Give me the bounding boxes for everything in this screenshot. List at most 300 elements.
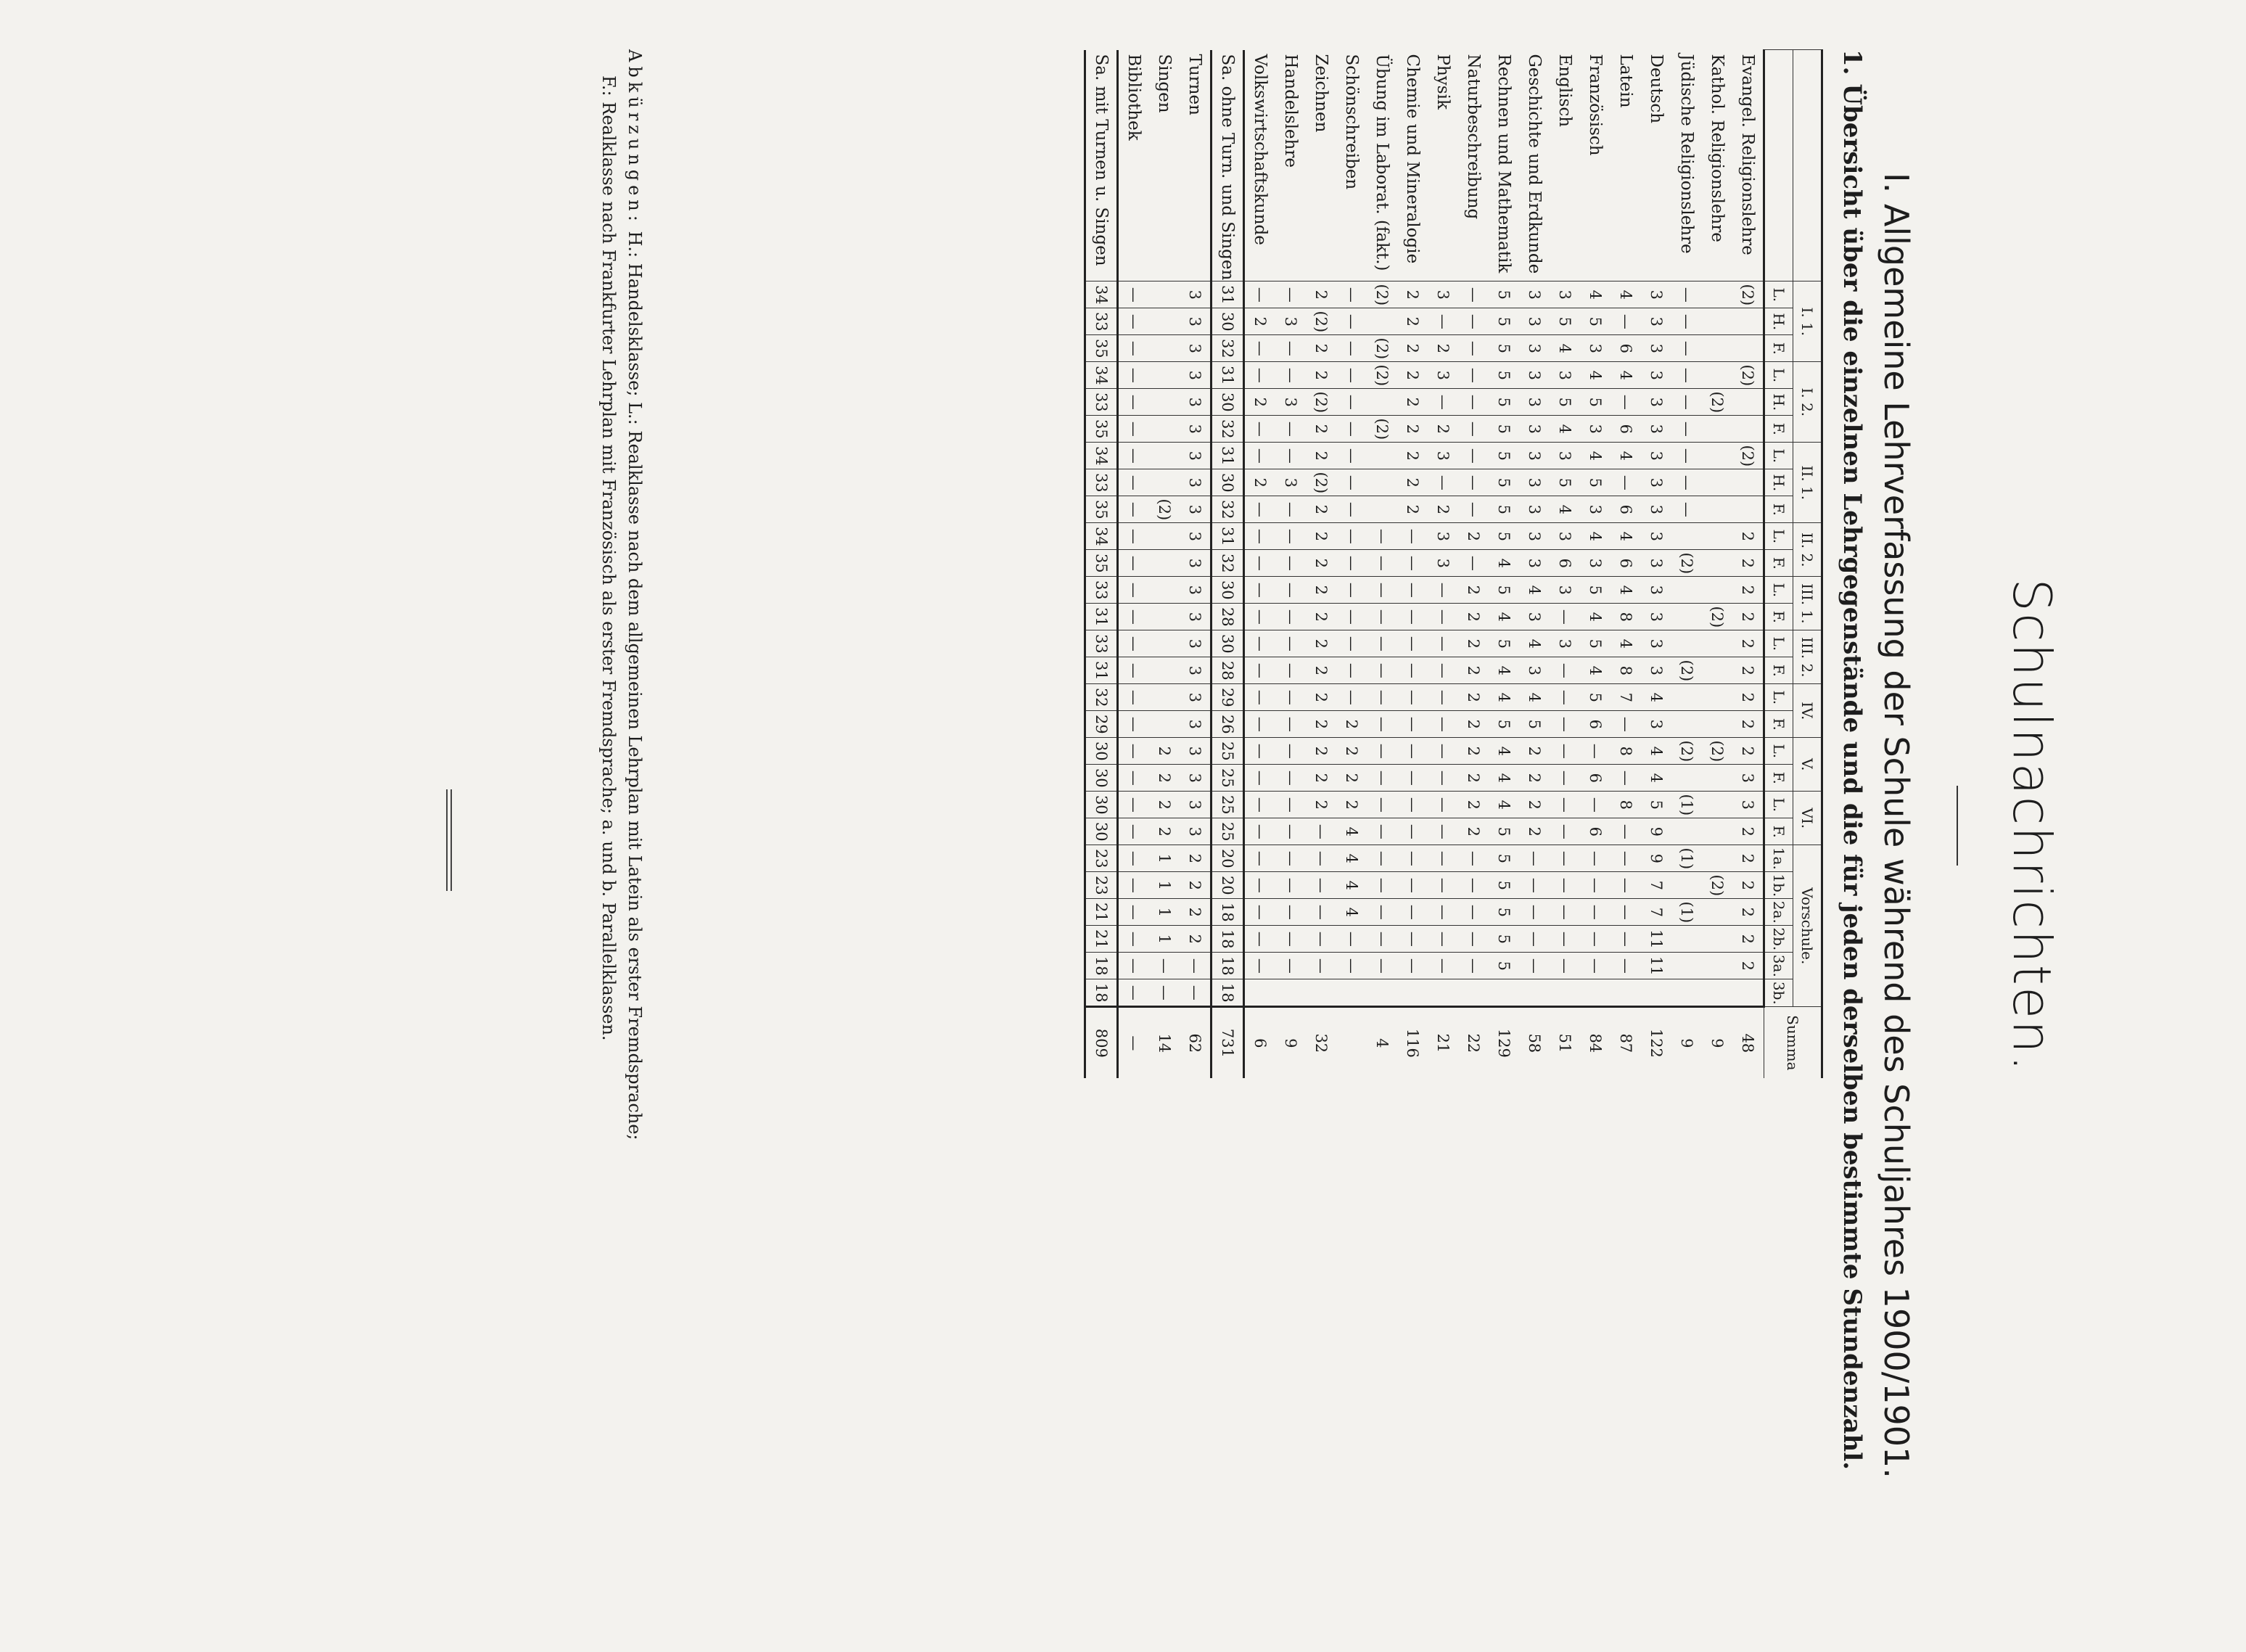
table-cell: 3: [1275, 308, 1306, 335]
table-cell: —: [1671, 308, 1702, 335]
table-cell: [1149, 335, 1180, 362]
table-cell: [1671, 604, 1702, 630]
table-cell: 2: [1336, 711, 1367, 738]
abbreviations-text-2: F.: Realklasse nach Frankfurter Lehrplan mit Französisch als erster Fremdsprache; a. und b. Parallelklassen.: [598, 75, 619, 1041]
table-cell: [1519, 979, 1550, 1007]
table-cell: —: [1428, 630, 1458, 657]
table-cell: 2: [1397, 308, 1428, 335]
table-cell: [1458, 979, 1489, 1007]
table-row: [1244, 50, 1276, 1079]
header-group-1: I. 2.: [1793, 362, 1822, 443]
table-cell: —: [1367, 953, 1397, 979]
table-cell: 2: [1180, 845, 1212, 872]
table-cell: —: [1336, 550, 1367, 577]
table-cell: —: [1611, 469, 1641, 496]
table-cell: 6: [1611, 550, 1641, 577]
row-sum: 21: [1428, 1007, 1458, 1079]
table-cell: 4: [1611, 443, 1641, 469]
header-column-16: F.: [1764, 711, 1793, 738]
table-cell: —: [1275, 899, 1306, 926]
header-column-4: H.: [1764, 389, 1793, 416]
header-column-18: F.: [1764, 765, 1793, 792]
table-cell: —: [1550, 604, 1580, 630]
table-cell: (2): [1732, 282, 1764, 308]
table-cell: 2: [1180, 926, 1212, 953]
table-cell: —: [1336, 416, 1367, 443]
table-cell: 2: [1458, 765, 1489, 792]
table-cell: —: [1118, 872, 1150, 899]
table-cell: 4: [1550, 496, 1580, 523]
table-cell: [1149, 630, 1180, 657]
table-cell: [1641, 979, 1671, 1007]
table-cell: —: [1611, 389, 1641, 416]
row-sum: 122: [1641, 1007, 1671, 1079]
table-row: [1085, 50, 1118, 1079]
table-cell: 32: [1212, 550, 1244, 577]
table-row: [1489, 50, 1519, 1079]
row-sum: 22: [1458, 1007, 1489, 1079]
table-cell: —: [1397, 899, 1428, 926]
table-cell: [1149, 282, 1180, 308]
table-cell: 4: [1550, 416, 1580, 443]
table-cell: [1367, 979, 1397, 1007]
table-cell: 5: [1489, 899, 1519, 926]
table-cell: —: [1118, 979, 1150, 1007]
table-cell: —: [1397, 792, 1428, 818]
table-cell: —: [1550, 684, 1580, 711]
table-cell: 2: [1306, 282, 1336, 308]
table-cell: 2: [1732, 953, 1764, 979]
table-cell: (2): [1702, 872, 1732, 899]
table-cell: 4: [1519, 630, 1550, 657]
table-cell: —: [1397, 872, 1428, 899]
table-row: [1671, 50, 1702, 1079]
table-cell: 2: [1397, 389, 1428, 416]
table-cell: —: [1550, 899, 1580, 926]
table-cell: 5: [1489, 469, 1519, 496]
table-cell: 3: [1641, 282, 1671, 308]
table-cell: —: [1275, 282, 1306, 308]
table-cell: 4: [1641, 684, 1671, 711]
table-cell: 2: [1180, 872, 1212, 899]
table-cell: —: [1611, 845, 1641, 872]
table-cell: —: [1118, 765, 1150, 792]
table-cell: —: [1275, 416, 1306, 443]
table-cell: 2: [1428, 335, 1458, 362]
table-cell: —: [1275, 792, 1306, 818]
header-column-1: H.: [1764, 308, 1793, 335]
table-row: [1580, 50, 1611, 1079]
table-cell: —: [1118, 684, 1150, 711]
table-cell: —: [1244, 443, 1276, 469]
table-cell: 18: [1212, 926, 1244, 953]
table-cell: —: [1611, 818, 1641, 845]
row-subject: Zeichnen: [1312, 54, 1330, 133]
table-cell: —: [1118, 443, 1150, 469]
table-cell: 6: [1580, 711, 1611, 738]
table-cell: 3: [1641, 335, 1671, 362]
header-column-26: 3b.: [1764, 979, 1793, 1007]
table-cell: —: [1306, 926, 1336, 953]
table-cell: 3: [1180, 604, 1212, 630]
table-cell: —: [1275, 953, 1306, 979]
table-cell: 3: [1519, 496, 1550, 523]
table-cell: —: [1397, 604, 1428, 630]
table-cell: [1671, 979, 1702, 1007]
row-sum: 48: [1732, 1007, 1764, 1079]
table-cell: [1702, 684, 1732, 711]
table-cell: 3: [1180, 577, 1212, 604]
table-cell: —: [1244, 362, 1276, 389]
header-column-20: F.: [1764, 818, 1793, 845]
table-cell: 30: [1212, 630, 1244, 657]
table-cell: 2: [1336, 738, 1367, 765]
table-cell: [1671, 711, 1702, 738]
table-cell: 2: [1458, 711, 1489, 738]
table-cell: —: [1336, 469, 1367, 496]
table-cell: —: [1611, 765, 1641, 792]
table-cell: 2: [1306, 335, 1336, 362]
table-cell: 4: [1489, 738, 1519, 765]
table-cell: [1367, 443, 1397, 469]
table-cell: 1: [1149, 845, 1180, 872]
table-cell: 6: [1580, 818, 1611, 845]
table-cell: [1149, 711, 1180, 738]
table-cell: —: [1275, 523, 1306, 550]
table-cell: 3: [1180, 818, 1212, 845]
table-cell: 2: [1458, 604, 1489, 630]
table-cell: —: [1275, 657, 1306, 684]
table-cell: —: [1428, 899, 1458, 926]
table-cell: —: [1244, 792, 1276, 818]
table-row: [1641, 50, 1671, 1079]
table-cell: 5: [1489, 443, 1519, 469]
table-cell: [1732, 308, 1764, 335]
table-cell: (2): [1367, 282, 1397, 308]
row-sum: 9: [1702, 1007, 1732, 1079]
table-cell: —: [1367, 818, 1397, 845]
table-cell: 4: [1611, 523, 1641, 550]
table-cell: 3: [1519, 604, 1550, 630]
table-cell: —: [1367, 899, 1397, 926]
table-cell: —: [1428, 308, 1458, 335]
table-cell: 3: [1550, 443, 1580, 469]
table-cell: —: [1428, 604, 1458, 630]
table-cell: 2: [1519, 818, 1550, 845]
table-cell: —: [1275, 496, 1306, 523]
table-cell: —: [1428, 711, 1458, 738]
table-row: [1180, 50, 1212, 1079]
table-cell: 11: [1641, 926, 1671, 953]
table-cell: 31: [1085, 604, 1118, 630]
table-cell: 3: [1641, 711, 1671, 738]
table-cell: 7: [1641, 872, 1671, 899]
table-cell: 31: [1212, 282, 1244, 308]
table-cell: 8: [1611, 738, 1641, 765]
table-cell: —: [1611, 308, 1641, 335]
page-title: Schulnachrichten.: [2002, 578, 2062, 1073]
table-cell: 18: [1212, 953, 1244, 979]
table-cell: 2: [1428, 496, 1458, 523]
table-cell: —: [1580, 899, 1611, 926]
table-cell: —: [1180, 953, 1212, 979]
header-column-24: 2b.: [1764, 926, 1793, 953]
table-cell: 3: [1519, 657, 1550, 684]
table-cell: —: [1336, 282, 1367, 308]
abbreviations-line-2: [596, 49, 622, 1609]
table-cell: 5: [1550, 389, 1580, 416]
table-cell: [1671, 765, 1702, 792]
table-cell: 6: [1550, 550, 1580, 577]
table-cell: —: [1550, 818, 1580, 845]
table-cell: —: [1118, 738, 1150, 765]
table-cell: 2: [1306, 443, 1336, 469]
table-cell: 28: [1212, 657, 1244, 684]
table-cell: 3: [1641, 389, 1671, 416]
table-cell: 2: [1397, 469, 1428, 496]
table-cell: —: [1367, 926, 1397, 953]
table-cell: [1149, 308, 1180, 335]
table-cell: 34: [1085, 282, 1118, 308]
table-cell: [1671, 630, 1702, 657]
table-cell: 32: [1085, 684, 1118, 711]
row-sum: 87: [1611, 1007, 1641, 1079]
row-sum: 809: [1085, 1007, 1118, 1079]
table-cell: —: [1397, 818, 1428, 845]
table-cell: —: [1367, 872, 1397, 899]
table-cell: —: [1367, 711, 1397, 738]
table-cell: 2: [1306, 684, 1336, 711]
table-cell: 4: [1641, 765, 1671, 792]
table-cell: 3: [1519, 308, 1550, 335]
table-cell: [1367, 469, 1397, 496]
table-cell: 4: [1519, 577, 1550, 604]
table-cell: 25: [1212, 765, 1244, 792]
table-cell: 2: [1458, 577, 1489, 604]
table-cell: —: [1428, 684, 1458, 711]
header-column-6: L.: [1764, 443, 1793, 469]
table-cell: 5: [1489, 711, 1519, 738]
table-cell: 3: [1641, 469, 1671, 496]
table-cell: —: [1118, 496, 1150, 523]
table-cell: [1671, 818, 1702, 845]
table-cell: 29: [1085, 711, 1118, 738]
header-column-11: L.: [1764, 577, 1793, 604]
table-cell: 7: [1641, 899, 1671, 926]
table-cell: 2: [1336, 792, 1367, 818]
table-cell: —: [1671, 496, 1702, 523]
table-cell: —: [1336, 308, 1367, 335]
table-cell: [1149, 416, 1180, 443]
table-row: [1702, 50, 1732, 1079]
table-cell: 3: [1180, 389, 1212, 416]
table-cell: —: [1336, 443, 1367, 469]
table-cell: —: [1397, 765, 1428, 792]
table-cell: —: [1275, 711, 1306, 738]
table-cell: 5: [1580, 684, 1611, 711]
table-cell: —: [1397, 953, 1428, 979]
row-subject: Französisch: [1586, 54, 1605, 156]
header-column-13: L.: [1764, 630, 1793, 657]
table-cell: 3: [1641, 550, 1671, 577]
table-cell: [1702, 711, 1732, 738]
table-cell: 3: [1180, 792, 1212, 818]
table-cell: 5: [1489, 282, 1519, 308]
table-cell: —: [1275, 926, 1306, 953]
table-cell: —: [1397, 630, 1428, 657]
row-subject: Jüdische Religionslehre: [1677, 54, 1696, 254]
table-cell: 4: [1336, 872, 1367, 899]
table-cell: 4: [1611, 282, 1641, 308]
table-row: [1611, 50, 1641, 1079]
table-cell: [1671, 926, 1702, 953]
table-cell: 2: [1397, 335, 1428, 362]
page-header: [1877, 28, 2084, 1624]
table-cell: 3: [1428, 443, 1458, 469]
table-cell: 3: [1641, 657, 1671, 684]
table-cell: 5: [1489, 496, 1519, 523]
table-cell: (2): [1702, 738, 1732, 765]
table-cell: —: [1611, 711, 1641, 738]
table-cell: [1671, 577, 1702, 604]
table-cell: —: [1671, 443, 1702, 469]
table-cell: (2): [1671, 550, 1702, 577]
table-cell: —: [1580, 953, 1611, 979]
row-subject: Bibliothek: [1124, 54, 1143, 141]
table-cell: —: [1336, 926, 1367, 953]
table-cell: 3: [1550, 362, 1580, 389]
table-cell: —: [1428, 469, 1458, 496]
table-cell: 2: [1732, 550, 1764, 577]
table-cell: 4: [1336, 899, 1367, 926]
table-cell: —: [1336, 953, 1367, 979]
table-cell: 2: [1458, 684, 1489, 711]
table-cell: [1275, 979, 1306, 1007]
table-cell: —: [1671, 389, 1702, 416]
header-group-0: I. 1.: [1793, 282, 1822, 362]
header-group-9: Vorschule.: [1793, 845, 1822, 1007]
table-cell: —: [1306, 818, 1336, 845]
header-column-17: L.: [1764, 738, 1793, 765]
table-cell: 18: [1085, 953, 1118, 979]
table-cell: 34: [1085, 362, 1118, 389]
table-cell: —: [1244, 416, 1276, 443]
table-cell: —: [1519, 845, 1550, 872]
table-cell: 8: [1611, 657, 1641, 684]
table-cell: [1702, 282, 1732, 308]
table-cell: —: [1550, 845, 1580, 872]
table-cell: 4: [1489, 792, 1519, 818]
table-cell: —: [1458, 926, 1489, 953]
table-cell: —: [1244, 657, 1276, 684]
table-cell: 1: [1149, 926, 1180, 953]
table-cell: 26: [1212, 711, 1244, 738]
table-cell: —: [1336, 604, 1367, 630]
row-sum: 4: [1367, 1007, 1397, 1079]
table-cell: —: [1428, 389, 1458, 416]
table-cell: 5: [1580, 308, 1611, 335]
table-cell: —: [1336, 684, 1367, 711]
table-cell: —: [1580, 845, 1611, 872]
table-cell: —: [1458, 469, 1489, 496]
table-row: [1336, 50, 1367, 1079]
table-cell: —: [1244, 577, 1276, 604]
row-subject: Rechnen und Mathematik: [1494, 54, 1513, 274]
table-cell: —: [1367, 684, 1397, 711]
row-sum: 51: [1550, 1007, 1580, 1079]
table-cell: —: [1244, 872, 1276, 899]
table-cell: 2: [1306, 738, 1336, 765]
table-cell: 35: [1085, 416, 1118, 443]
table-cell: 5: [1489, 416, 1519, 443]
table-cell: 2: [1458, 792, 1489, 818]
table-cell: —: [1275, 765, 1306, 792]
table-cell: 5: [1489, 335, 1519, 362]
table-cell: —: [1244, 335, 1276, 362]
table-cell: (2): [1732, 362, 1764, 389]
table-cell: 3: [1641, 308, 1671, 335]
table-cell: 3: [1550, 523, 1580, 550]
table-cell: 34: [1085, 523, 1118, 550]
table-cell: 18: [1212, 979, 1244, 1007]
lesson-table-body: [1085, 50, 1822, 1079]
table-cell: —: [1244, 604, 1276, 630]
table-cell: [1580, 979, 1611, 1007]
table-cell: 5: [1580, 577, 1611, 604]
table-cell: —: [1336, 389, 1367, 416]
table-cell: 31: [1212, 523, 1244, 550]
abbreviations: [596, 49, 648, 1609]
table-cell: —: [1118, 792, 1150, 818]
table-cell: —: [1458, 443, 1489, 469]
table-cell: —: [1275, 577, 1306, 604]
table-cell: 2: [1732, 657, 1764, 684]
table-cell: 2: [1306, 604, 1336, 630]
table-cell: —: [1149, 979, 1180, 1007]
table-row: [1397, 50, 1428, 1079]
table-cell: 3: [1641, 523, 1671, 550]
table-cell: —: [1428, 953, 1458, 979]
table-cell: 4: [1519, 684, 1550, 711]
table-cell: [1702, 657, 1732, 684]
header-group-7: V.: [1793, 738, 1822, 792]
table-cell: [1732, 979, 1764, 1007]
table-cell: 5: [1489, 362, 1519, 389]
header-column-3: L.: [1764, 362, 1793, 389]
header-group-3: II. 2.: [1793, 523, 1822, 577]
table-cell: —: [1428, 765, 1458, 792]
table-cell: 3: [1519, 469, 1550, 496]
table-cell: —: [1180, 979, 1212, 1007]
lesson-table: [1084, 49, 1823, 1078]
table-cell: 4: [1489, 765, 1519, 792]
header-column-8: F.: [1764, 496, 1793, 523]
table-cell: 4: [1580, 362, 1611, 389]
table-cell: —: [1458, 953, 1489, 979]
table-cell: 9: [1641, 818, 1671, 845]
table-cell: 3: [1180, 684, 1212, 711]
table-cell: 5: [1489, 872, 1519, 899]
table-cell: 6: [1580, 765, 1611, 792]
abbreviations-line-1: [622, 49, 648, 1609]
table-cell: 3: [1732, 792, 1764, 818]
table-cell: —: [1428, 818, 1458, 845]
table-cell: 11: [1641, 953, 1671, 979]
table-cell: 20: [1212, 872, 1244, 899]
table-cell: —: [1118, 577, 1150, 604]
table-cell: —: [1428, 872, 1458, 899]
row-subject: Latein: [1616, 54, 1635, 108]
